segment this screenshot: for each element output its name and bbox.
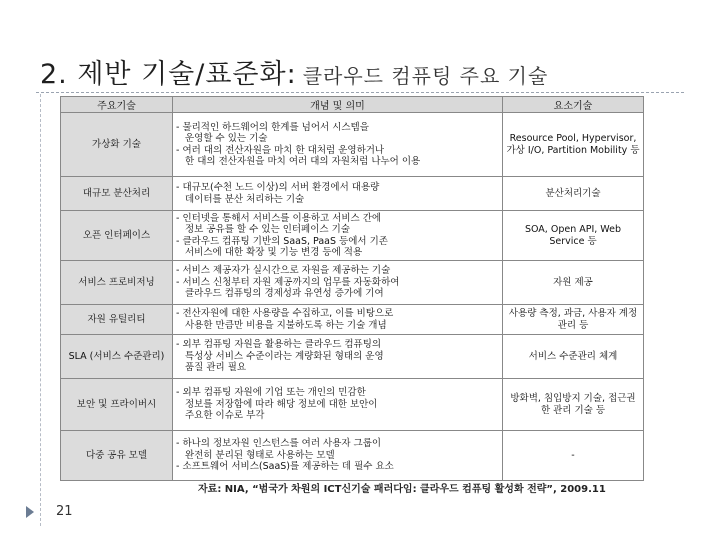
technology-elements: SOA, Open API, Web Service 등: [503, 211, 644, 261]
table-row: [61, 379, 644, 431]
definition-line: - 외부 컴퓨팅 자원에 기업 또는 개인의 민감한: [176, 387, 499, 399]
technology-name: 오픈 인터페이스: [61, 211, 173, 261]
technology-definition: [173, 261, 503, 305]
technology-elements: Resource Pool, Hypervisor, 가상 I/O, Partition Mobility 등: [503, 113, 644, 177]
definition-line: - 서비스 신청부터 자원 제공까지의 업무를 자동화하여: [176, 277, 499, 289]
source-citation: 자료: NIA, “범국가 차원의 ICT신기술 패러다임: 클라우드 컴퓨팅 활성화 전략”, 2009.11: [198, 484, 606, 495]
definition-line: 정보를 저장함에 따라 해당 정보에 대한 보안이: [185, 398, 378, 410]
slide-title: [40, 52, 548, 91]
technology-definition: [173, 431, 503, 481]
definition-line: - 전산자원에 대한 사용량을 수집하고, 이를 비탕으로: [176, 308, 499, 320]
technology-elements: 분산처리기술: [503, 177, 644, 211]
technology-name: 다중 공유 모델: [61, 431, 173, 481]
slide-subtitle: 클라우드 컴퓨팅 주요 기술: [302, 64, 549, 88]
key-technology-table: [60, 96, 644, 481]
table-row: [61, 261, 644, 305]
definition-line: - 클라우드 컴퓨팅 기반의 SaaS, PaaS 등에서 기존: [176, 236, 499, 248]
technology-elements: 방화벽, 침입방지 기술, 접근권한 관리 기술 등: [503, 379, 644, 431]
table-row: [61, 177, 644, 211]
page-marker-icon: [26, 506, 34, 518]
header-definition: 개념 및 의미: [173, 97, 503, 113]
slide-title-main: 2. 제반 기술/표준화:: [40, 59, 297, 90]
technology-elements: 서비스 수준관리 체계: [503, 335, 644, 379]
technology-name: 서비스 프로비저닝: [61, 261, 173, 305]
page-number: 21: [56, 504, 73, 519]
definition-line: 특성상 서비스 수준이라는 계량화된 형태의 운영: [185, 350, 384, 362]
definition-line: 서비스에 대한 확장 및 기능 변경 등에 적용: [185, 247, 363, 258]
table-body: [61, 113, 644, 481]
technology-definition: [173, 379, 503, 431]
table-header-row: [61, 97, 644, 113]
definition-line: 품질 관리 필요: [185, 362, 247, 374]
technology-name: 보안 및 프라이버시: [61, 379, 173, 431]
technology-elements: 자원 제공: [503, 261, 644, 305]
definition-line: 주요한 이슈로 부각: [185, 410, 265, 422]
technology-definition: [173, 335, 503, 379]
definition-line: - 물리적인 하드웨어의 한계를 넘어서 시스템을: [176, 122, 499, 134]
definition-line: 정보 공유를 할 수 있는 인터페이스 기술: [185, 224, 350, 235]
definition-line: - 하나의 정보자원 인스턴스를 여러 사용자 그룹이: [176, 438, 499, 450]
title-divider: [36, 92, 684, 93]
definition-line: 완전히 분리된 형태로 사용하는 모델: [185, 449, 335, 461]
definition-line: 운영할 수 있는 기술: [185, 133, 268, 144]
technology-definition: [173, 113, 503, 177]
definition-line: - 서비스 제공자가 실시간으로 자원을 제공하는 기술: [176, 265, 499, 277]
table-row: [61, 305, 644, 335]
technology-definition: [173, 305, 503, 335]
technology-name: SLA (서비스 수준관리): [61, 335, 173, 379]
table-row: [61, 113, 644, 177]
definition-line: - 대규모(수천 노드 이상)의 서버 환경에서 대용량: [176, 182, 499, 194]
left-divider: [40, 94, 41, 526]
definition-line: 한 대의 전산자원을 마치 여러 대의 자원처럼 나누어 이용: [185, 156, 421, 167]
technology-elements: 사용량 측정, 과금, 사용자 계정관리 등: [503, 305, 644, 335]
definition-line: 클라우드 컴퓨팅의 경제성과 유연성 증가에 기여: [185, 288, 384, 300]
technology-definition: [173, 211, 503, 261]
technology-definition: [173, 177, 503, 211]
technology-name: 대규모 분산처리: [61, 177, 173, 211]
definition-line: - 인터넷을 통해서 서비스를 이용하고 서비스 간에: [176, 213, 499, 225]
definition-line: - 여러 대의 전산자원을 마치 한 대처럼 운영하거나: [176, 145, 499, 157]
technology-name: 자원 유틸리티: [61, 305, 173, 335]
technology-name: 가상화 기술: [61, 113, 173, 177]
header-elements: 요소기술: [503, 97, 644, 113]
definition-line: - 소프트웨어 서비스(SaaS)를 제공하는 데 필수 요소: [176, 461, 499, 473]
definition-line: 사용한 만큼만 비용을 지불하도록 하는 기술 개념: [185, 319, 387, 331]
table-row: [61, 211, 644, 261]
technology-elements: -: [503, 431, 644, 481]
table-row: [61, 431, 644, 481]
table-row: [61, 335, 644, 379]
definition-line: - 외부 컴퓨팅 자원을 활용하는 클라우드 컴퓨팅의: [176, 339, 499, 351]
header-technology: 주요기술: [61, 97, 173, 113]
definition-line: 데이터를 분산 처리하는 기술: [185, 193, 305, 205]
